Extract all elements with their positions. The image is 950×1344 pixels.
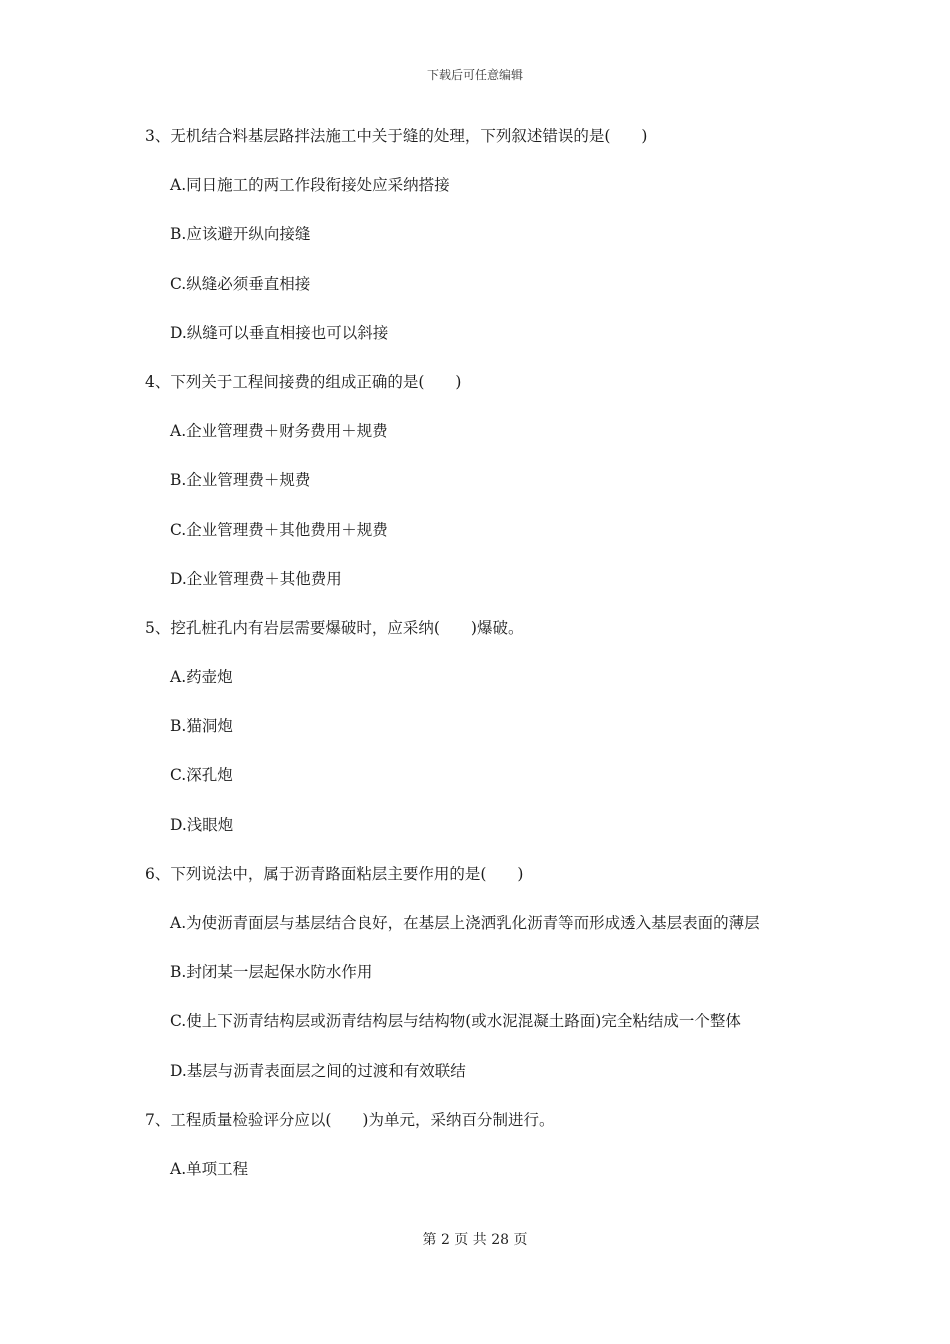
question-3: 3、无机结合料基层路拌法施工中关于缝的处理，下列叙述错误的是( ) <box>145 127 648 145</box>
question-6-option-a: A.为使沥青面层与基层结合良好，在基层上浇洒乳化沥青等而形成透入基层表面的薄层 <box>170 914 760 932</box>
question-4-option-d: D.企业管理费＋其他费用 <box>170 569 342 588</box>
question-4-option-b: B.企业管理费＋规费 <box>170 471 311 490</box>
document-body <box>145 124 845 1206</box>
question-6-option-c: C.使上下沥青结构层或沥青结构层与结构物(或水泥混凝土路面)完全粘结成一个整体 <box>170 1012 741 1031</box>
question-4-option-a: A.企业管理费＋财务费用＋规费 <box>170 422 388 441</box>
question-7: 7、工程质量检验评分应以( )为单元，采纳百分制进行。 <box>145 1110 555 1129</box>
question-3-option-a: A.同日施工的两工作段衔接处应采纳搭接 <box>170 176 450 195</box>
question-5-option-c: C.深孔炮 <box>170 766 233 785</box>
question-4-option-c: C.企业管理费＋其他费用＋规费 <box>170 520 388 539</box>
question-3-option-c: C.纵缝必须垂直相接 <box>170 274 311 293</box>
question-7-option-a: A.单项工程 <box>170 1159 249 1178</box>
question-5: 5、挖孔桩孔内有岩层需要爆破时，应采纳( )爆破。 <box>145 618 524 637</box>
question-6: 6、下列说法中，属于沥青路面粘层主要作用的是( ) <box>145 864 524 883</box>
question-3-option-d: D.纵缝可以垂直相接也可以斜接 <box>170 323 389 342</box>
question-5-option-b: B.猫洞炮 <box>170 717 233 736</box>
page-header: 下载后可任意编辑 <box>426 68 523 82</box>
question-5-option-d: D.浅眼炮 <box>170 815 234 834</box>
question-5-option-a: A.药壶炮 <box>170 668 233 687</box>
question-4: 4、下列关于工程间接费的组成正确的是( ) <box>145 372 462 391</box>
page-footer: 第 2 页 共 28 页 <box>422 1232 528 1248</box>
question-6-option-b: B.封闭某一层起保水防水作用 <box>170 963 373 982</box>
question-6-option-d: D.基层与沥青表面层之间的过渡和有效联结 <box>170 1061 466 1080</box>
question-3-option-b: B.应该避开纵向接缝 <box>170 225 311 244</box>
